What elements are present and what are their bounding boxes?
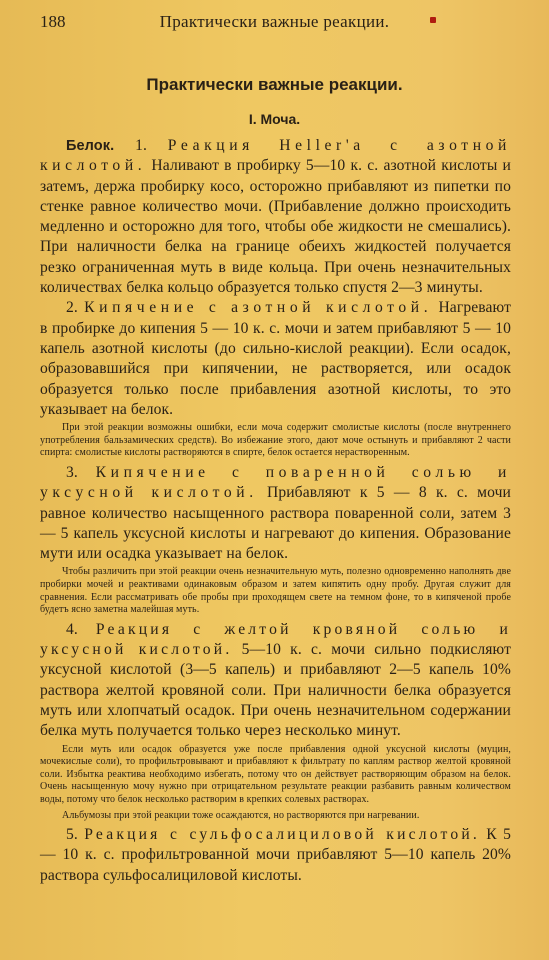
footnote-4: Альбумозы при этой реакции тоже осаждаются, но растворяются при нагревании. [62, 809, 420, 821]
paragraph-1 [40, 136, 511, 298]
paragraph-lead: Белок. [66, 138, 115, 154]
paragraph-3 [40, 463, 511, 564]
reaction-name: Кипячение с поваренной солью и уксусной кислотой. [40, 463, 511, 502]
reaction-name: Кипячение с азотной кислотой. [84, 299, 433, 317]
text-body [40, 136, 511, 886]
ink-mark [430, 17, 436, 23]
running-head [40, 10, 509, 34]
paragraph-number: 5. [66, 826, 85, 844]
paragraph-number: 3. [66, 463, 96, 481]
page-number: 188 [40, 12, 66, 31]
paragraph-text: Прибавляют к 5 — 8 к. с. мочи равное количество насыщенного раствора поваренной соли, затем 3 — 5 капель уксусной кислоты и нагревают до кипения. Образование мути или осадка указывает на белок. [40, 484, 511, 563]
reaction-name: Реакция с сульфосалициловой кислотой. [84, 826, 480, 844]
footnote-2: Чтобы различить при этой реакции очень незначительную муть, полезно одновременно наполнять две пробирки мочей и реактивами одинаковым образом и затем кипятить одну пробу. Другая служит для сравнения. Если рассматривать обе пробы при проходящем свете на темном фоне, то в кипяченой пробе будетъ ясно заметна малейшая муть. [40, 566, 511, 616]
paragraph-2 [40, 298, 511, 420]
paragraph-5 [40, 825, 511, 886]
paragraph-text: 5—10 к. с. мочи сильно подкисляют уксусной кислотой (3—5 капель) и прибавляют 2—5 капель 10% раствора желтой кровяной соли. При наличности белка образуется муть или хлопчатый осадок. При очень незначительном содержании белка муть получается только через несколько минут. [40, 641, 511, 740]
paragraph-number: 1. [114, 137, 168, 154]
footnote-3: Если муть или осадок образуется уже после прибавления одной уксусной кислоты (муцин, мочекислые соли), то профильтровывают и прибавляют к фильтрату по каплям раствор желтой кровяной соли. Избытка реактива необходимо избегать, потому что он действует растворяющим образом на белок. Очень насыщенную мочу нужно при отрицательном результате реакции разбавить равным количеством воды, потому что белок несколько растворим в крепких солевых растворах. [40, 743, 511, 805]
page-title: Практически важные реакции. [146, 75, 403, 94]
paragraph-text: Наливают в пробирку 5—10 к. с. азотной кислоты и затемъ, держа пробирку косо, осторожно прибавляют из пипетки по стенке равное количество мочи. (Прибавление должно происходить медленно и осторожно для того, чтобы обе жидкости не смешались). При наличности белка на границе обеихъ жидкостей получается резко ограниченная муть в виде кольца. При очень незначительных количествах белка кольцо образуется только спустя 2—3 минуты. [40, 157, 511, 297]
paragraph-text: К 5 — 10 к. с. профильтрованной мочи прибавляют 5—10 капель 20% раствора сульфосалициловой кислоты. [40, 826, 511, 884]
paragraph-text: Нагревают в пробирке до кипения 5 — 10 к. с. мочи и затем прибавляют 5 — 10 капель азотной кислоты (до сильно-кислой реакции). Если осадок, образовавшийся при кипячении, не растворяется, или осадок образуется только после прибавления азотной кислоты, то это указывает на белок. [40, 299, 511, 418]
running-title: Практически важные реакции. [159, 12, 390, 31]
footnote-1: При этой реакции возможны ошибки, если моча содержит смолистые кислоты (после внутреннего употребления бальзамических средств). Во избежание этого, дают моче остынуть и прибавляют 2 части спирта: смолистые кислоты растворяются в спирте, белок остается нерастворенным. [40, 422, 511, 459]
paragraph-number: 4. [66, 620, 96, 638]
section-heading: I. Моча. [248, 111, 301, 127]
reaction-name: Реакция Heller'a с азотной кислотой. [40, 137, 511, 175]
paragraph-number: 2. [66, 299, 85, 317]
reaction-name: Реакция с желтой кровяной солью и уксусной кислотой. [40, 620, 511, 659]
paragraph-4 [40, 620, 511, 742]
